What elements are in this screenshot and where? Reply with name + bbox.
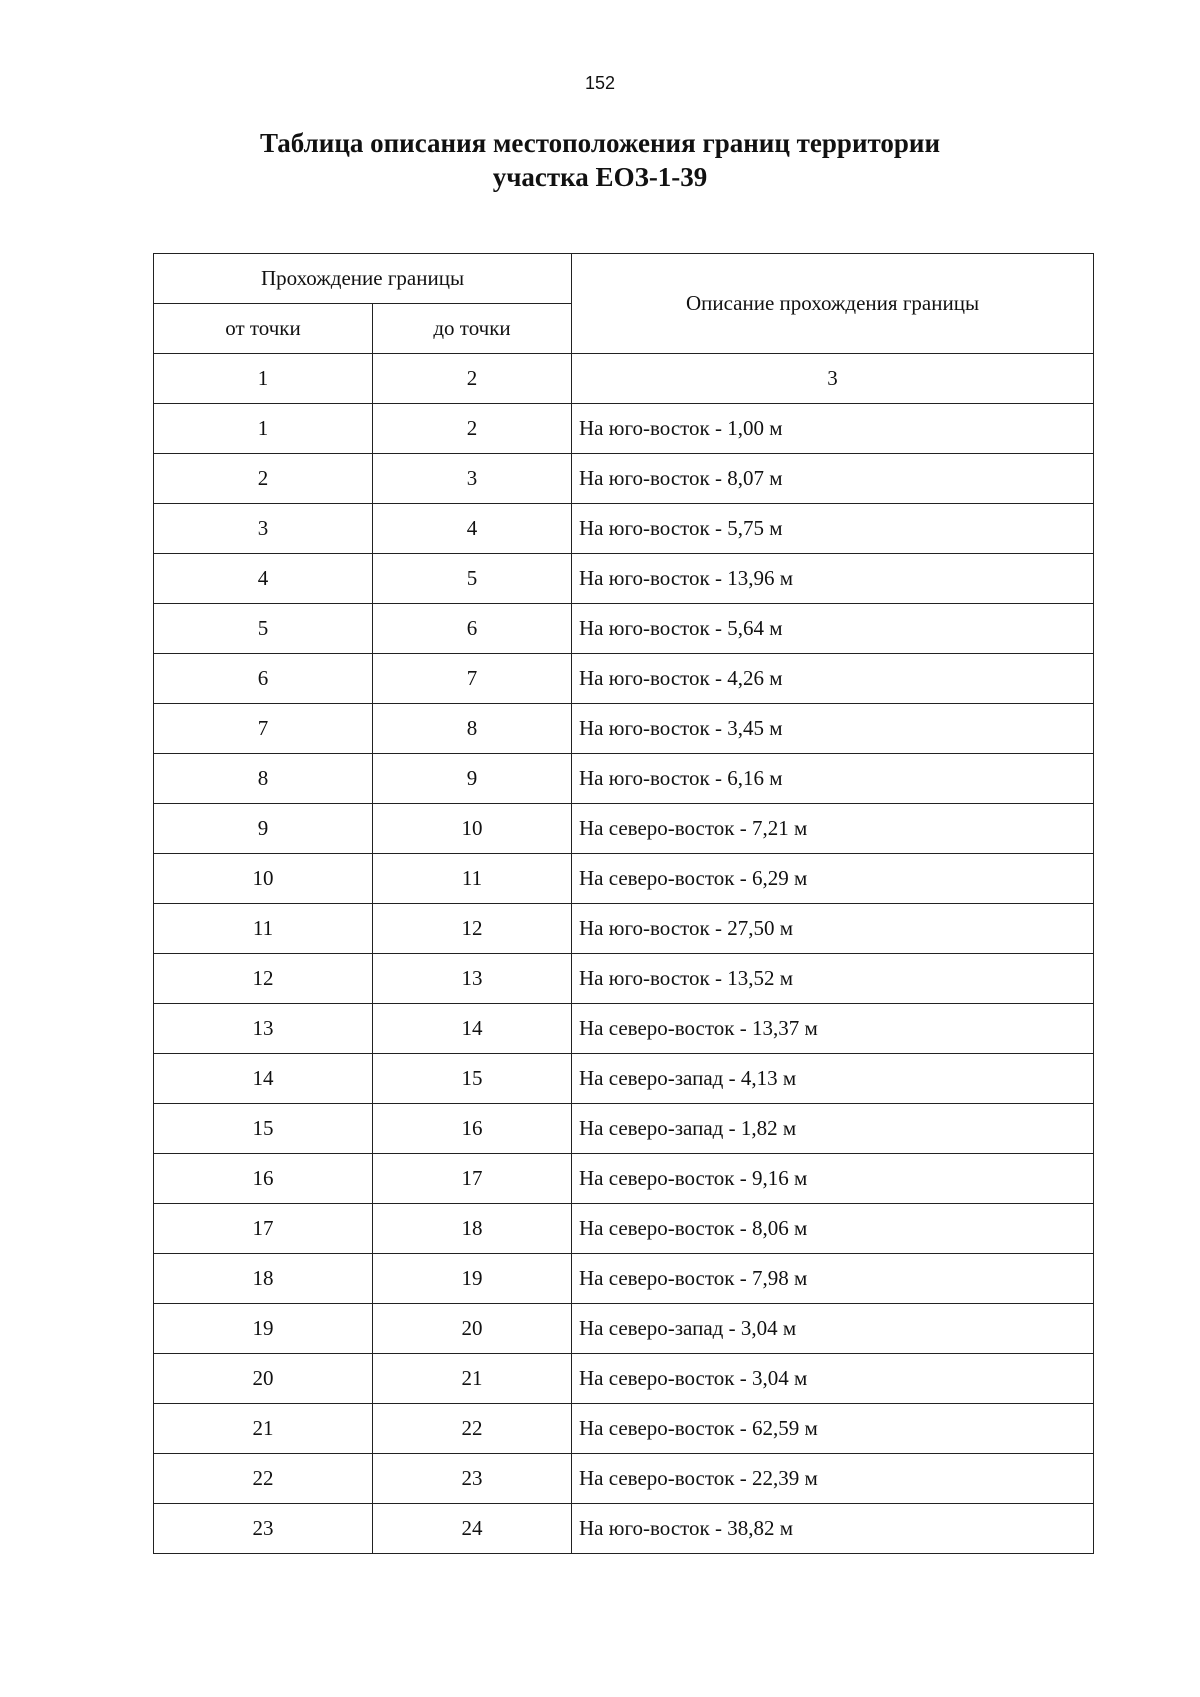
table-header	[154, 254, 1094, 404]
table-row	[154, 554, 1094, 604]
boundary-table	[153, 253, 1094, 1554]
to-point-cell: 7	[373, 654, 572, 704]
table-row	[154, 904, 1094, 954]
from-point-cell: 10	[154, 854, 373, 904]
from-point-cell: 12	[154, 954, 373, 1004]
description-cell: На северо-восток - 8,06 м	[572, 1204, 1094, 1254]
to-point-cell: 15	[373, 1054, 572, 1104]
description-cell: На юго-восток - 1,00 м	[572, 404, 1094, 454]
title-line-2: участка ЕОЗ-1-39	[492, 162, 708, 192]
table-body	[154, 404, 1094, 1554]
from-point-cell: 6	[154, 654, 373, 704]
from-point-cell: 15	[154, 1104, 373, 1154]
description-cell: На юго-восток - 3,45 м	[572, 704, 1094, 754]
page-number: 152	[584, 73, 616, 93]
to-point-cell: 20	[373, 1304, 572, 1354]
table-row	[154, 1454, 1094, 1504]
to-point-cell: 12	[373, 904, 572, 954]
header-row-1	[154, 254, 1094, 304]
table-row	[154, 1304, 1094, 1354]
from-point-cell: 11	[154, 904, 373, 954]
to-point-cell: 14	[373, 1004, 572, 1054]
to-point-cell: 24	[373, 1504, 572, 1554]
table-row	[154, 1354, 1094, 1404]
to-point-cell: 8	[373, 704, 572, 754]
table-row	[154, 954, 1094, 1004]
table-row	[154, 604, 1094, 654]
table-row	[154, 854, 1094, 904]
column-number-1: 1	[154, 354, 373, 404]
table-row	[154, 1204, 1094, 1254]
description-cell: На юго-восток - 4,26 м	[572, 654, 1094, 704]
to-point-cell: 23	[373, 1454, 572, 1504]
page-title	[0, 126, 1200, 194]
table-row	[154, 1404, 1094, 1454]
description-cell: На северо-восток - 62,59 м	[572, 1404, 1094, 1454]
column-number-2: 2	[373, 354, 572, 404]
description-cell: На юго-восток - 6,16 м	[572, 754, 1094, 804]
to-point-cell: 18	[373, 1204, 572, 1254]
table-row	[154, 704, 1094, 754]
description-cell: На северо-восток - 9,16 м	[572, 1154, 1094, 1204]
to-point-cell: 17	[373, 1154, 572, 1204]
title-line-1: Таблица описания местоположения границ территории	[259, 128, 941, 158]
from-point-cell: 14	[154, 1054, 373, 1104]
table-row	[154, 504, 1094, 554]
description-cell: На юго-восток - 13,96 м	[572, 554, 1094, 604]
description-cell: На юго-восток - 5,64 м	[572, 604, 1094, 654]
from-point-cell: 1	[154, 404, 373, 454]
from-point-cell: 5	[154, 604, 373, 654]
description-cell: На северо-восток - 6,29 м	[572, 854, 1094, 904]
to-point-cell: 4	[373, 504, 572, 554]
to-point-cell: 13	[373, 954, 572, 1004]
table-row	[154, 454, 1094, 504]
from-point-cell: 9	[154, 804, 373, 854]
from-point-cell: 20	[154, 1354, 373, 1404]
description-cell: На северо-восток - 22,39 м	[572, 1454, 1094, 1504]
from-point-cell: 21	[154, 1404, 373, 1454]
description-cell: На северо-восток - 7,21 м	[572, 804, 1094, 854]
from-point-cell: 22	[154, 1454, 373, 1504]
to-point-cell: 19	[373, 1254, 572, 1304]
table-row	[154, 1004, 1094, 1054]
from-point-cell: 8	[154, 754, 373, 804]
from-point-cell: 16	[154, 1154, 373, 1204]
column-number-row	[154, 354, 1094, 404]
description-cell: На северо-запад - 3,04 м	[572, 1304, 1094, 1354]
to-point-cell: 9	[373, 754, 572, 804]
description-cell: На юго-восток - 38,82 м	[572, 1504, 1094, 1554]
to-point-cell: 21	[373, 1354, 572, 1404]
to-point-cell: 3	[373, 454, 572, 504]
table-row	[154, 1154, 1094, 1204]
to-point-cell: 11	[373, 854, 572, 904]
table-row	[154, 1104, 1094, 1154]
header-from-cell: от точки	[154, 304, 373, 354]
from-point-cell: 4	[154, 554, 373, 604]
description-cell: На северо-восток - 7,98 м	[572, 1254, 1094, 1304]
header-description-cell: Описание прохождения границы	[572, 254, 1094, 354]
table-row	[154, 754, 1094, 804]
table-row	[154, 1504, 1094, 1554]
to-point-cell: 16	[373, 1104, 572, 1154]
column-number-3: 3	[572, 354, 1094, 404]
description-cell: На северо-запад - 4,13 м	[572, 1054, 1094, 1104]
description-cell: На северо-восток - 13,37 м	[572, 1004, 1094, 1054]
table-row	[154, 404, 1094, 454]
to-point-cell: 2	[373, 404, 572, 454]
description-cell: На юго-восток - 13,52 м	[572, 954, 1094, 1004]
from-point-cell: 17	[154, 1204, 373, 1254]
table-row	[154, 1254, 1094, 1304]
to-point-cell: 10	[373, 804, 572, 854]
to-point-cell: 6	[373, 604, 572, 654]
from-point-cell: 3	[154, 504, 373, 554]
header-group-cell: Прохождение границы	[154, 254, 572, 304]
from-point-cell: 7	[154, 704, 373, 754]
description-cell: На юго-восток - 27,50 м	[572, 904, 1094, 954]
description-cell: На юго-восток - 5,75 м	[572, 504, 1094, 554]
from-point-cell: 13	[154, 1004, 373, 1054]
to-point-cell: 22	[373, 1404, 572, 1454]
header-to-cell: до точки	[373, 304, 572, 354]
table-row	[154, 1054, 1094, 1104]
description-cell: На юго-восток - 8,07 м	[572, 454, 1094, 504]
from-point-cell: 18	[154, 1254, 373, 1304]
from-point-cell: 2	[154, 454, 373, 504]
description-cell: На северо-восток - 3,04 м	[572, 1354, 1094, 1404]
table-row	[154, 804, 1094, 854]
from-point-cell: 23	[154, 1504, 373, 1554]
table-row	[154, 654, 1094, 704]
to-point-cell: 5	[373, 554, 572, 604]
from-point-cell: 19	[154, 1304, 373, 1354]
description-cell: На северо-запад - 1,82 м	[572, 1104, 1094, 1154]
